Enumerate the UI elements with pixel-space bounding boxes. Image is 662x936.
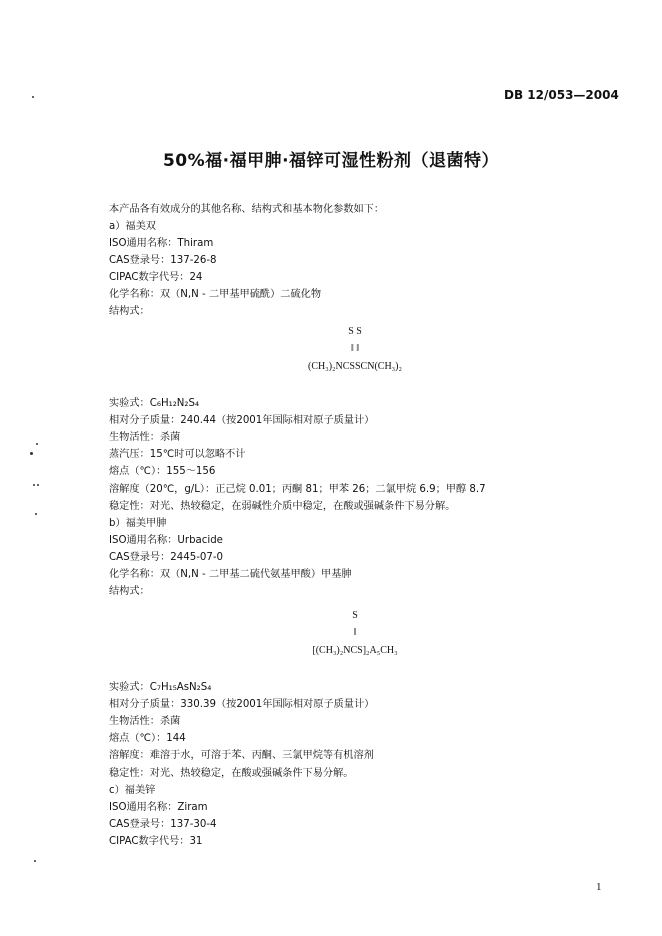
section-b-structure-line1: S <box>352 610 358 621</box>
section-a-stability: 稳定性：对光、热较稳定，在弱碱性介质中稳定，在酸或强碱条件下易分解。 <box>109 501 456 512</box>
section-a-solubility: 溶解度（20℃，g/L）：正己烷 0.01；丙酮 81；甲苯 26；二氯甲烷 6.9；甲醇 8.7 <box>109 484 486 495</box>
section-a-cas: CAS登录号：137-26-8 <box>109 255 217 266</box>
section-b-cas: CAS登录号：2445-07-0 <box>109 552 224 563</box>
section-b-structure-label: 结构式： <box>109 586 150 597</box>
standard-code: DB 12/053—2004 <box>504 88 619 102</box>
section-c-cas: CAS登录号：137-30-4 <box>109 819 217 830</box>
section-b-stability: 稳定性：对光、热较稳定，在酸或强碱条件下易分解。 <box>109 768 354 779</box>
section-b-solubility: 溶解度：难溶于水，可溶于苯、丙酮、三氯甲烷等有机溶剂 <box>109 750 374 761</box>
section-a-mol-weight: 相对分子质量：240.44（按2001年国际相对原子质量计） <box>109 415 375 426</box>
section-b-mol-weight: 相对分子质量：330.39（按2001年国际相对原子质量计） <box>109 699 375 710</box>
section-a-melting: 熔点（℃）：155～156 <box>109 466 216 477</box>
section-a-structure-line1: S S <box>348 326 362 337</box>
section-a-structure-label: 结构式： <box>109 306 150 317</box>
section-c-iso-name: ISO通用名称：Ziram <box>109 802 208 813</box>
section-a-structure-line2: ‖ ‖ <box>350 343 360 354</box>
section-b-structure-formula: [(CH₃)₂NCS]₂A₅CH₃ <box>312 645 398 656</box>
scan-speck <box>36 443 38 445</box>
section-b-chem-name: 化学名称：双（N,N - 二甲基二硫代氨基甲酸）甲基胂 <box>109 569 352 580</box>
section-c-heading: c）福美锌 <box>109 785 156 796</box>
scan-speck <box>35 513 37 515</box>
section-a-formula: 实验式：C₆H₁₂N₂S₄ <box>109 398 200 409</box>
page-title: 50%福·福甲胂·福锌可湿性粉剂（退菌特） <box>162 151 500 171</box>
section-a-vapor: 蒸汽压：15℃时可以忽略不计 <box>109 449 246 460</box>
scan-speck <box>32 96 34 98</box>
section-b-activity: 生物活性：杀菌 <box>109 716 181 727</box>
section-a-structure-formula: (CH₃)₂NCSSCN(CH₃)₂ <box>308 361 402 372</box>
section-a-cipac: CIPAC数字代号：24 <box>109 272 203 283</box>
section-b-heading: b）福美甲胂 <box>109 518 167 529</box>
section-a-chem-name: 化学名称：双（N,N - 二甲基甲硫酰）二硫化物 <box>109 289 322 300</box>
section-b-iso-name: ISO通用名称：Urbacide <box>109 535 223 546</box>
section-b-formula: 实验式：C₇H₁₅AsN₂S₄ <box>109 682 212 693</box>
scan-speck <box>34 860 36 862</box>
section-c-cipac: CIPAC数字代号：31 <box>109 836 203 847</box>
intro-text: 本产品各有效成分的其他名称、结构式和基本物化参数如下： <box>109 204 385 215</box>
scan-speck <box>30 452 33 455</box>
section-a-iso-name: ISO通用名称：Thiram <box>109 238 214 249</box>
section-b-structure-line2: ‖ <box>353 627 357 638</box>
section-b-melting: 熔点（℃）：144 <box>109 733 186 744</box>
section-a-activity: 生物活性：杀菌 <box>109 432 181 443</box>
scan-speck <box>33 484 35 486</box>
page-number: 1 <box>596 881 602 893</box>
section-a-heading: a）福美双 <box>109 221 156 232</box>
scan-speck <box>37 484 39 486</box>
